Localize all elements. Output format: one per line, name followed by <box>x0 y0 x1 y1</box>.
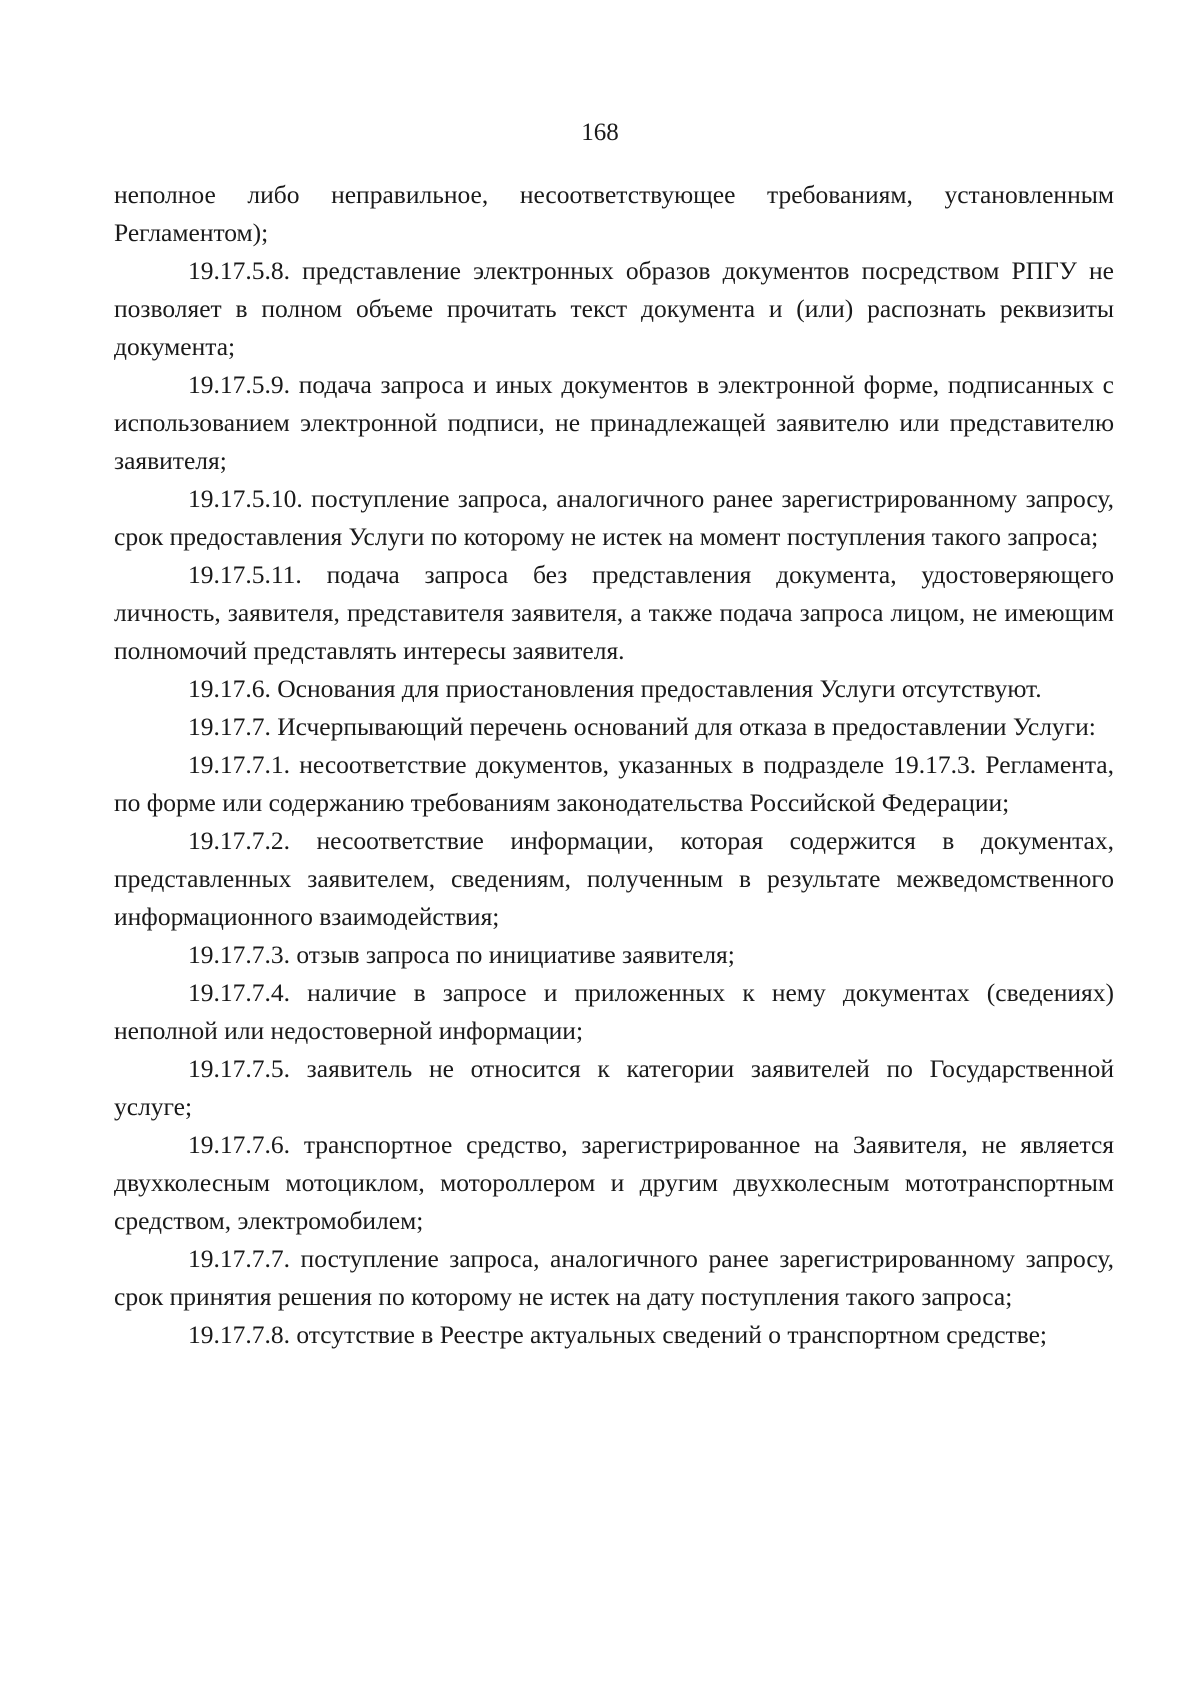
paragraph-19-17-7-1: 19.17.7.1. несоответствие документов, указанных в подразделе 19.17.3. Регламента, по форме или содержанию требованиям законодательства Российской Федерации; <box>114 750 1114 817</box>
page-number: 168 <box>581 119 619 146</box>
paragraph-19-17-5-8: 19.17.5.8. представление электронных образов документов посредством РПГУ не позволяет в полном объеме прочитать текст документа и (или) распознать реквизиты документа; <box>114 256 1114 361</box>
paragraph-continuation: неполное либо неправильное, несоответствующее требованиям, установленным Регламентом); <box>114 180 1114 247</box>
paragraph-19-17-7-3: 19.17.7.3. отзыв запроса по инициативе заявителя; <box>188 940 735 969</box>
paragraph-19-17-7-6: 19.17.7.6. транспортное средство, зарегистрированное на Заявителя, не является двухколесным мотоциклом, мотороллером и другим двухколесным мототранспортным средством, электромобилем; <box>114 1130 1114 1235</box>
paragraph-19-17-7: 19.17.7. Исчерпывающий перечень оснований для отказа в предоставлении Услуги: <box>188 712 1096 741</box>
paragraph-19-17-5-9: 19.17.5.9. подача запроса и иных документов в электронной форме, подписанных с использованием электронной подписи, не принадлежащей заявителю или представителю заявителя; <box>114 370 1114 475</box>
document-body <box>114 176 1114 1354</box>
paragraph-19-17-6: 19.17.6. Основания для приостановления предоставления Услуги отсутствуют. <box>188 674 1042 703</box>
paragraph-19-17-5-11: 19.17.5.11. подача запроса без представления документа, удостоверяющего личность, заявителя, представителя заявителя, а также подача запроса лицом, не имеющим полномочий представлять интересы заявителя. <box>114 560 1114 665</box>
paragraph-19-17-7-8: 19.17.7.8. отсутствие в Реестре актуальных сведений о транспортном средстве; <box>188 1320 1047 1349</box>
paragraph-19-17-7-5: 19.17.7.5. заявитель не относится к категории заявителей по Государственной услуге; <box>114 1054 1114 1121</box>
paragraph-19-17-7-4: 19.17.7.4. наличие в запросе и приложенных к нему документах (сведениях) неполной или недостоверной информации; <box>114 978 1114 1045</box>
paragraph-19-17-7-7: 19.17.7.7. поступление запроса, аналогичного ранее зарегистрированному запросу, срок принятия решения по которому не истек на дату поступления такого запроса; <box>114 1244 1114 1311</box>
paragraph-19-17-7-2: 19.17.7.2. несоответствие информации, которая содержится в документах, представленных заявителем, сведениям, полученным в результате межведомственного информационного взаимодействия; <box>114 826 1114 931</box>
paragraph-19-17-5-10: 19.17.5.10. поступление запроса, аналогичного ранее зарегистрированному запросу, срок предоставления Услуги по которому не истек на момент поступления такого запроса; <box>114 484 1114 551</box>
